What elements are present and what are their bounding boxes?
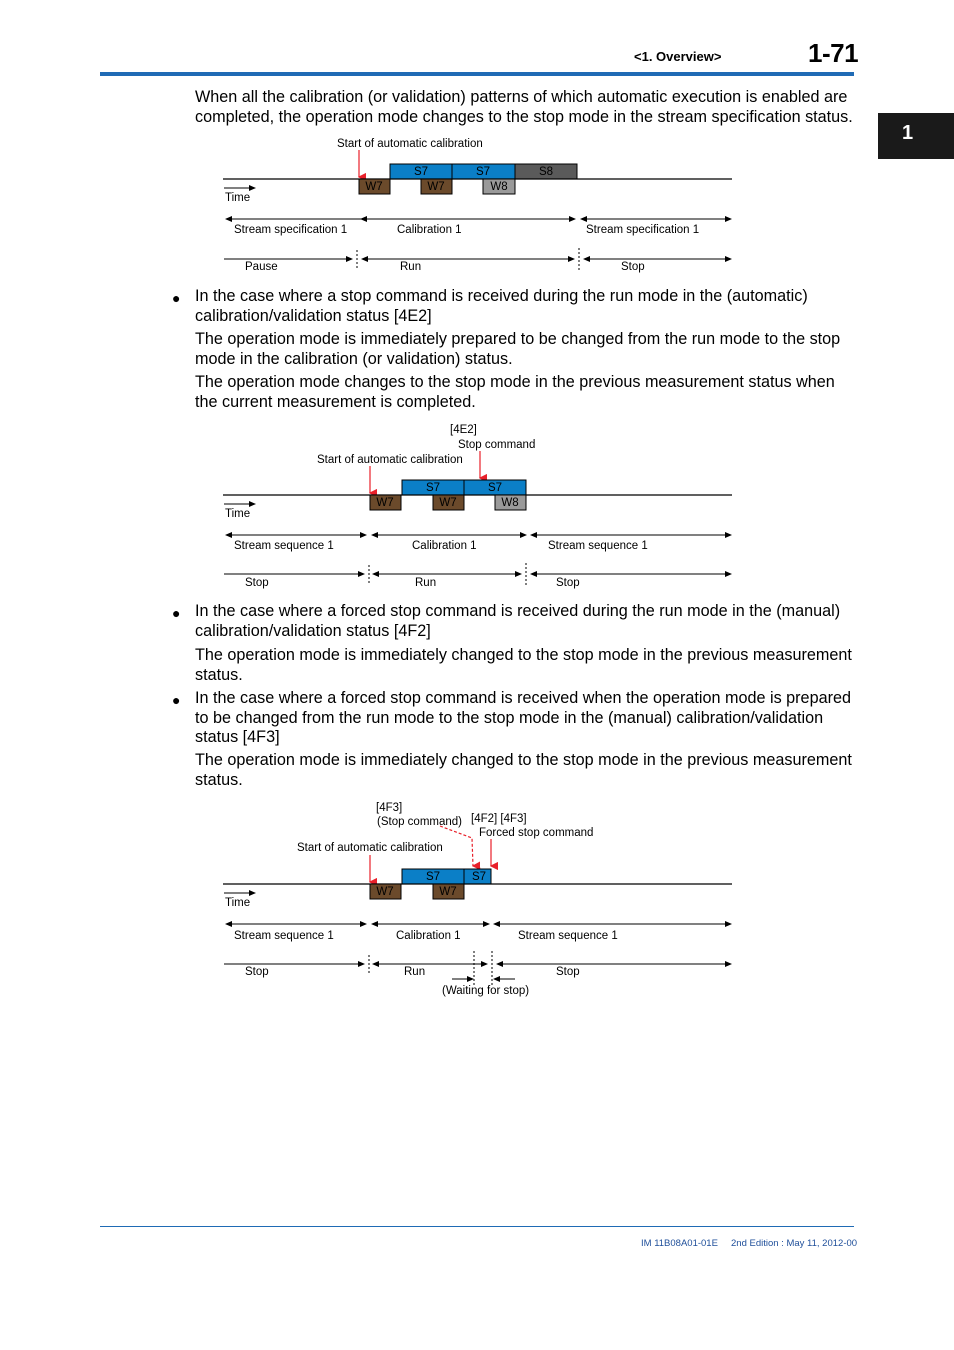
code-label: [4F2] [4F3] [471, 813, 527, 825]
header-rule [100, 72, 854, 76]
start-auto-cal-label: Start of automatic calibration [337, 138, 483, 150]
status-label: Calibration 1 [396, 930, 461, 942]
bullet1-title: In the case where a stop command is received during the run mode in the (automatic) calibration/validation status [4E2] [195, 287, 808, 325]
edition-label: 2nd Edition : May 11, 2012-00 [731, 1238, 858, 1249]
stop-command-arrow [440, 826, 473, 866]
box-label: S7 [475, 166, 491, 178]
chapter-tab-label: 1 [902, 122, 914, 144]
mode-label: Stop [556, 966, 580, 978]
status-label: Calibration 1 [397, 224, 462, 236]
code-label: [4F3] [376, 802, 403, 814]
stop-command-label: Stop command [458, 439, 536, 451]
status-label: Stream sequence 1 [518, 930, 618, 942]
box-label: W7 [427, 181, 445, 193]
bullet-marker: ● [172, 692, 181, 708]
timing-diagram-1 [210, 132, 750, 277]
bullet2-paragraph: The operation mode is immediately changed to the stop mode in the previous measurement status. [195, 646, 852, 684]
mode-label: Run [400, 261, 422, 273]
mode-label: Stop [556, 577, 580, 589]
box-label: S8 [538, 166, 554, 178]
waiting-label: (Waiting for stop) [442, 985, 530, 997]
time-label: Time [225, 192, 251, 204]
box-label: S7 [413, 166, 429, 178]
status-label: Stream sequence 1 [234, 930, 334, 942]
mode-label: Pause [245, 261, 278, 273]
timing-diagram-2 [210, 418, 750, 593]
bullet3-title: In the case where a forced stop command is received when the operation mode is prepared to be changed from the run mode to the stop mode in the (manual) calibration/validation status [4F3] [195, 689, 851, 746]
time-label: Time [225, 508, 251, 520]
bullet1-paragraph: The operation mode is immediately prepared to be changed from the run mode to the stop mode in the calibration (or validation) status. [195, 330, 841, 368]
box-label: W7 [439, 886, 457, 898]
chapter-tab [878, 113, 954, 159]
start-auto-cal-label: Start of automatic calibration [297, 842, 443, 854]
bullet2-title: In the case where a forced stop command is received during the run mode in the (manual) calibration/validation status [4F2] [195, 602, 841, 640]
bullet1-paragraph: The operation mode changes to the stop mode in the previous measurement status when the current measurement is completed. [195, 373, 835, 411]
status-label: Stream specification 1 [234, 224, 348, 236]
box-label: W7 [365, 181, 383, 193]
start-auto-cal-label: Start of automatic calibration [317, 454, 463, 466]
status-label: Stream sequence 1 [234, 540, 334, 552]
code-sub-label: (Stop command) [377, 816, 463, 828]
box-label: S7 [471, 871, 487, 883]
footer-rule [100, 1226, 854, 1227]
timing-diagram-3 [210, 796, 750, 1001]
box-label: S7 [425, 482, 441, 494]
doc-number: IM 11B08A01-01E [641, 1238, 718, 1249]
mode-label: Run [415, 577, 437, 589]
status-label: Calibration 1 [412, 540, 477, 552]
bullet3-paragraph: The operation mode is immediately changed to the stop mode in the previous measurement status. [195, 751, 852, 789]
page-number: 1-71 [808, 38, 859, 68]
mode-label: Stop [245, 966, 269, 978]
box-label: S7 [425, 871, 441, 883]
code-label: [4E2] [450, 424, 477, 436]
box-label: W7 [439, 497, 457, 509]
intro-paragraph: When all the calibration (or validation) patterns of which automatic execution is enabled are completed, the operation mode changes to the stop mode in the stream specification status. [195, 88, 853, 126]
box-label: W7 [376, 886, 394, 898]
status-label: Stream sequence 1 [548, 540, 648, 552]
bullet-marker: ● [172, 290, 181, 306]
section-title: <1. Overview> [634, 49, 722, 64]
status-label: Stream specification 1 [586, 224, 700, 236]
box-label: S7 [487, 482, 503, 494]
box-label: W7 [376, 497, 394, 509]
mode-label: Stop [621, 261, 645, 273]
forced-stop-label: Forced stop command [479, 827, 594, 839]
time-label: Time [225, 897, 251, 909]
box-label: W8 [501, 497, 519, 509]
mode-label: Run [404, 966, 426, 978]
bullet-marker: ● [172, 605, 181, 621]
mode-label: Stop [245, 577, 269, 589]
box-label: W8 [490, 181, 508, 193]
